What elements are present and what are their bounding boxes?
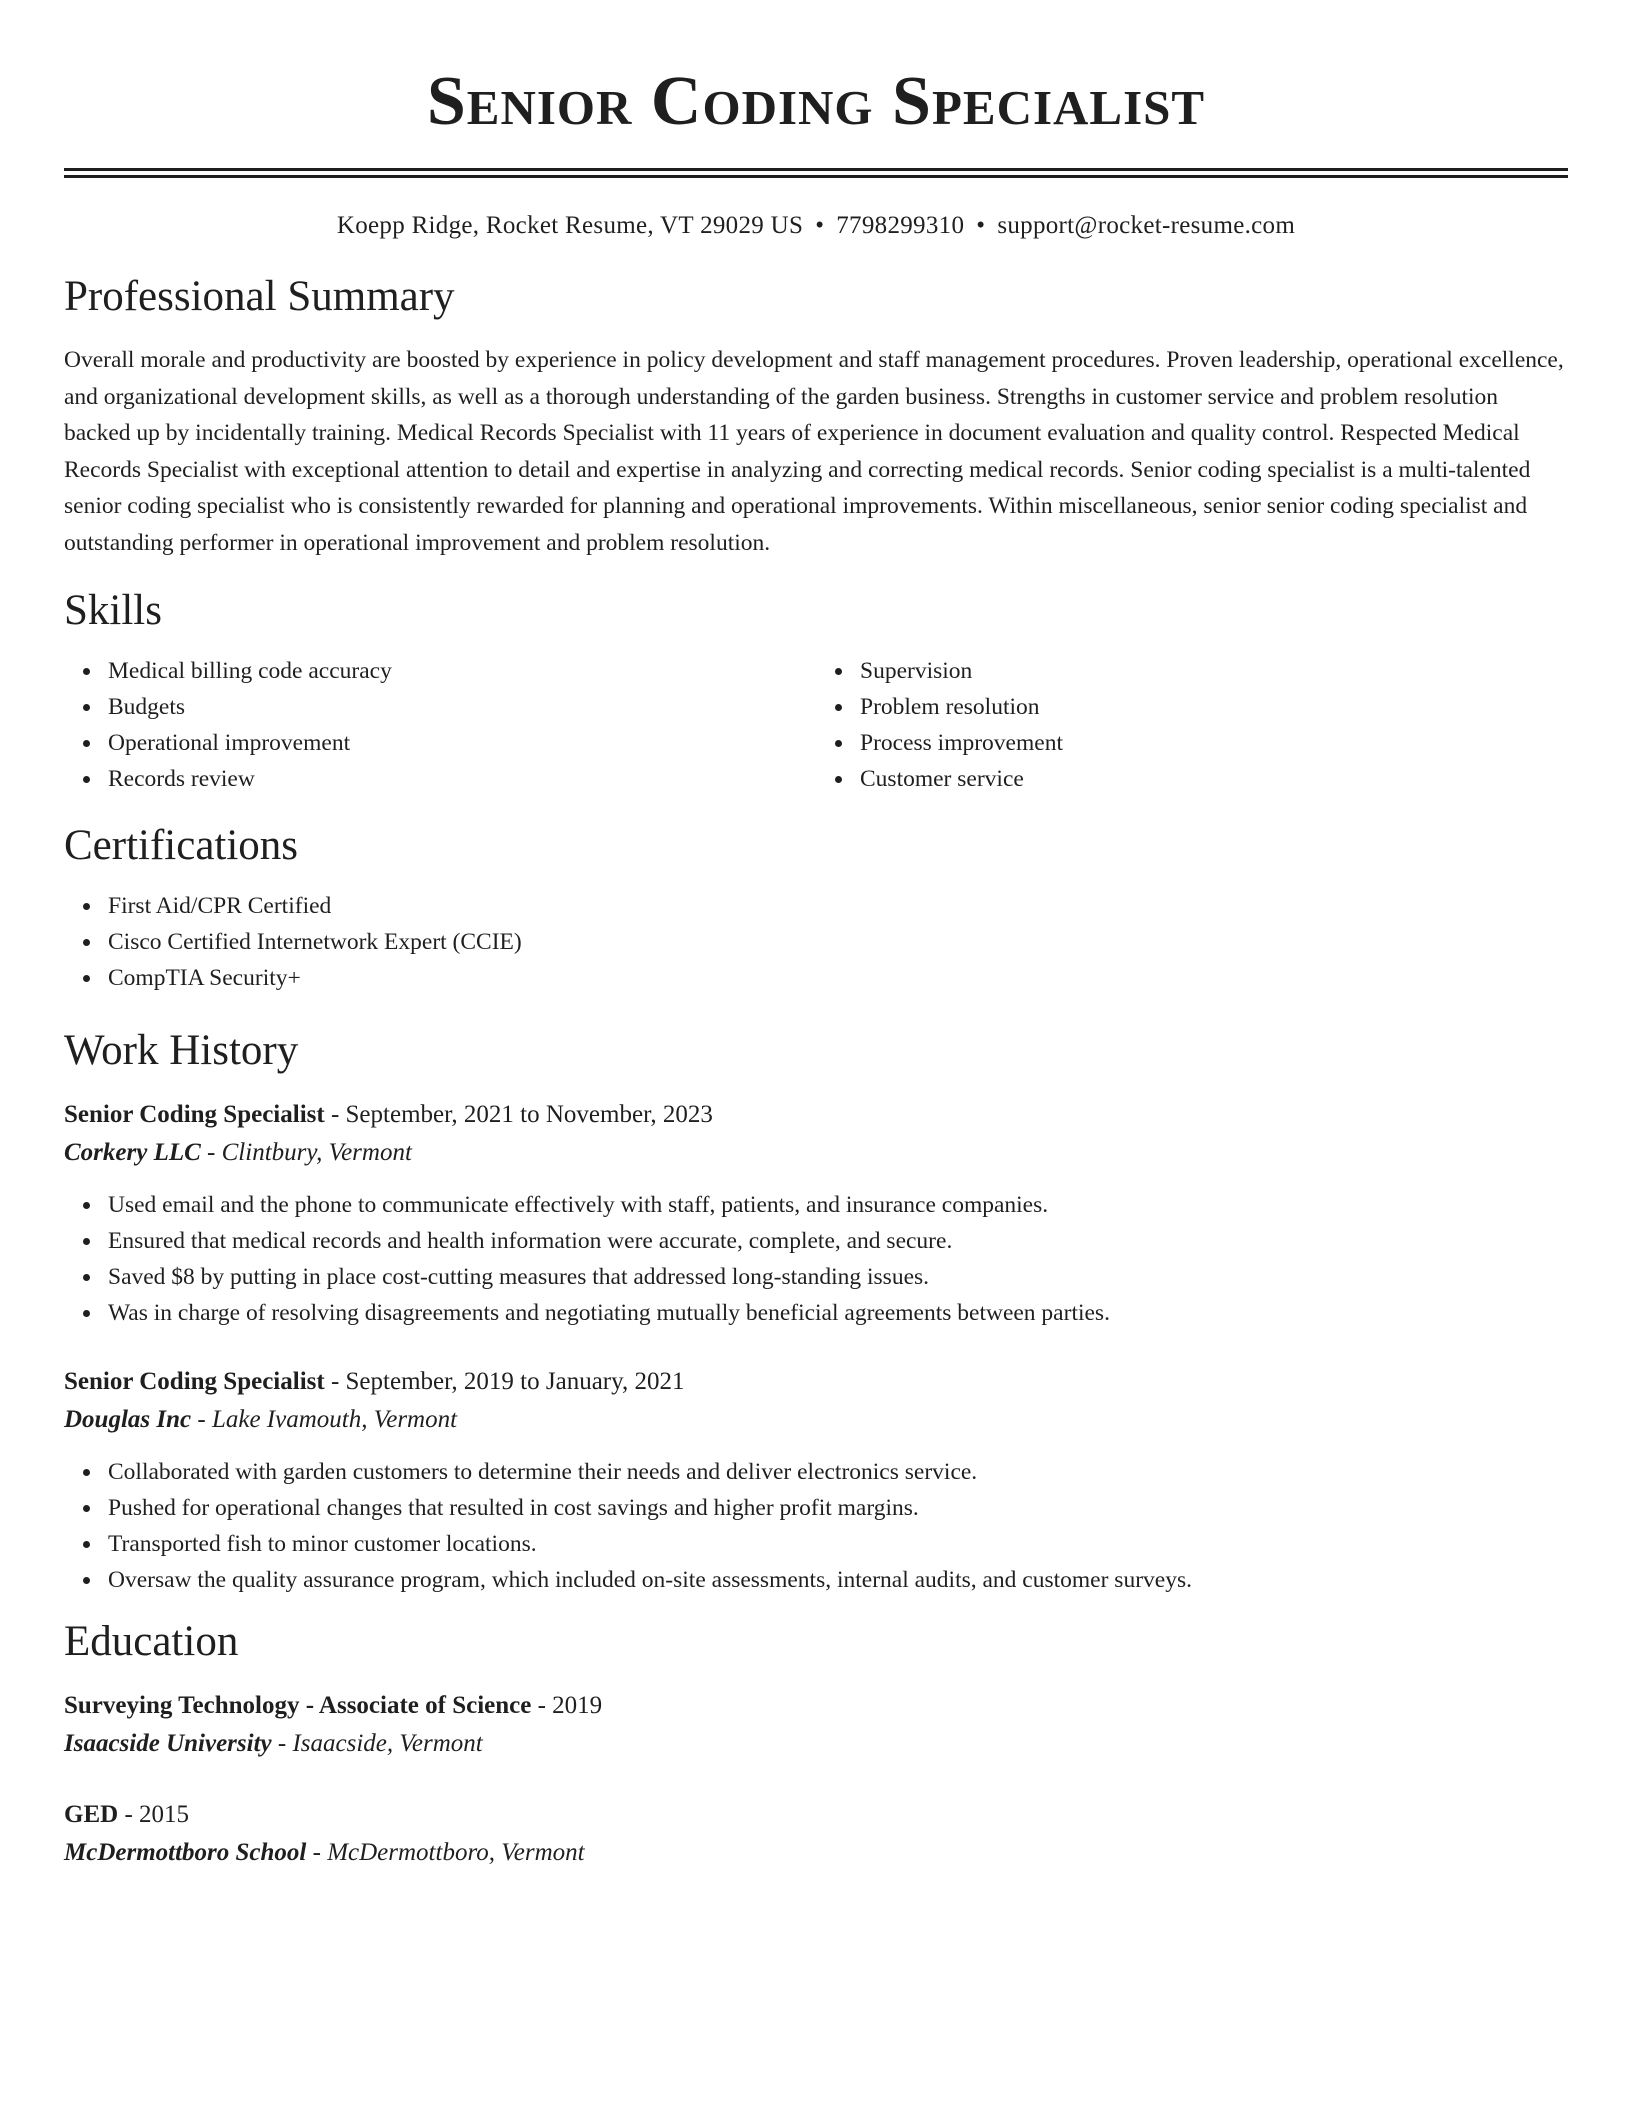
- job-company-line: [64, 1134, 1568, 1172]
- summary-text: Overall morale and productivity are boosted by experience in policy development and staff management procedures. Proven leadership, operational excellence, and organizational development skills, as well as a thorough understanding of the garden business. Strengths in customer service and problem resolution backed up by incidentally training. Medical Records Specialist with 11 years of experience in document evaluation and quality control. Respected Medical Records Specialist with exceptional attention to detail and expertise in analyzing and correcting medical records. Senior coding specialist is a multi-talented senior coding specialist who is consistently rewarded for planning and operational improvements. Within miscellaneous, senior senior coding specialist and outstanding performer in operational improvement and problem resolution.: [64, 347, 1564, 556]
- job-bullets: [64, 1187, 1568, 1331]
- contact-email: support@rocket-resume.com: [997, 212, 1296, 239]
- job-bullet: Collaborated with garden customers to determine their needs and deliver electronics service.: [108, 1454, 1568, 1490]
- job-entry: [64, 1363, 1568, 1598]
- education-location: - Isaacside, Vermont: [271, 1729, 483, 1757]
- job-company: Douglas Inc: [64, 1405, 192, 1433]
- skill-item: Process improvement: [860, 725, 1568, 761]
- education-school: McDermottboro School: [64, 1838, 307, 1866]
- job-title-line: [64, 1363, 1568, 1401]
- education-year: - 2015: [118, 1800, 190, 1828]
- education-degree-line: [64, 1796, 1568, 1834]
- job-location: - Clintbury, Vermont: [200, 1138, 412, 1166]
- skills-list-left: [64, 653, 816, 797]
- skill-item: Operational improvement: [108, 725, 816, 761]
- education-school-line: [64, 1834, 1568, 1872]
- education-entry: [64, 1796, 1568, 1872]
- skill-item: Customer service: [860, 761, 1568, 797]
- job-location: - Lake Ivamouth, Vermont: [191, 1405, 458, 1433]
- job-company: Corkery LLC: [64, 1138, 201, 1166]
- education-school-line: [64, 1725, 1568, 1763]
- education-year: - 2019: [531, 1691, 603, 1719]
- skill-item: Budgets: [108, 689, 816, 725]
- job-bullet: Was in charge of resolving disagreements and negotiating mutually beneficial agreements between parties.: [108, 1295, 1568, 1331]
- contact-line: [64, 211, 1568, 241]
- work-history-heading: Work History: [64, 1026, 299, 1074]
- education-location: - McDermottboro, Vermont: [306, 1838, 585, 1866]
- certifications-list: [64, 888, 1568, 996]
- job-bullet: Transported fish to minor customer locations.: [108, 1526, 1568, 1562]
- education-school: Isaacside University: [64, 1729, 272, 1757]
- job-bullet: Oversaw the quality assurance program, which included on-site assessments, internal audits, and customer surveys.: [108, 1562, 1568, 1598]
- job-title-line: [64, 1096, 1568, 1134]
- job-role: Senior Coding Specialist: [64, 1100, 325, 1128]
- job-dates: - September, 2021 to November, 2023: [324, 1100, 713, 1128]
- job-role: Senior Coding Specialist: [64, 1367, 325, 1395]
- certifications-heading: Certifications: [64, 821, 299, 869]
- education-degree: Surveying Technology - Associate of Science: [64, 1691, 532, 1719]
- resume-name: Senior Coding Specialist: [426, 63, 1206, 140]
- job-bullet: Used email and the phone to communicate effectively with staff, patients, and insurance companies.: [108, 1187, 1568, 1223]
- skill-item: Records review: [108, 761, 816, 797]
- summary-heading: Professional Summary: [64, 273, 455, 320]
- skills-columns: [64, 653, 1568, 797]
- job-dates: - September, 2019 to January, 2021: [324, 1367, 685, 1395]
- contact-separator: •: [976, 212, 986, 239]
- job-bullet: Ensured that medical records and health information were accurate, complete, and secure.: [108, 1223, 1568, 1259]
- skills-list-right: [816, 653, 1568, 797]
- education-degree-line: [64, 1687, 1568, 1725]
- contact-separator: •: [815, 212, 825, 239]
- contact-phone: 7798299310: [836, 212, 965, 239]
- job-bullets: [64, 1454, 1568, 1598]
- contact-address: Koepp Ridge, Rocket Resume, VT 29029 US: [336, 212, 804, 239]
- skills-heading: Skills: [64, 586, 162, 634]
- header-double-rule: [64, 168, 1568, 178]
- certification-item: First Aid/CPR Certified: [108, 888, 1568, 924]
- job-bullet: Pushed for operational changes that resulted in cost savings and higher profit margins.: [108, 1490, 1568, 1526]
- certification-item: Cisco Certified Internetwork Expert (CCIE): [108, 924, 1568, 960]
- education-degree: GED: [64, 1800, 119, 1828]
- job-company-line: [64, 1401, 1568, 1439]
- skill-item: Supervision: [860, 653, 1568, 689]
- skill-item: Medical billing code accuracy: [108, 653, 816, 689]
- skill-item: Problem resolution: [860, 689, 1568, 725]
- certification-item: CompTIA Security+: [108, 960, 1568, 996]
- job-entry: [64, 1096, 1568, 1331]
- job-bullet: Saved $8 by putting in place cost-cutting measures that addressed long-standing issues.: [108, 1259, 1568, 1295]
- education-entry: [64, 1687, 1568, 1763]
- education-heading: Education: [64, 1617, 239, 1665]
